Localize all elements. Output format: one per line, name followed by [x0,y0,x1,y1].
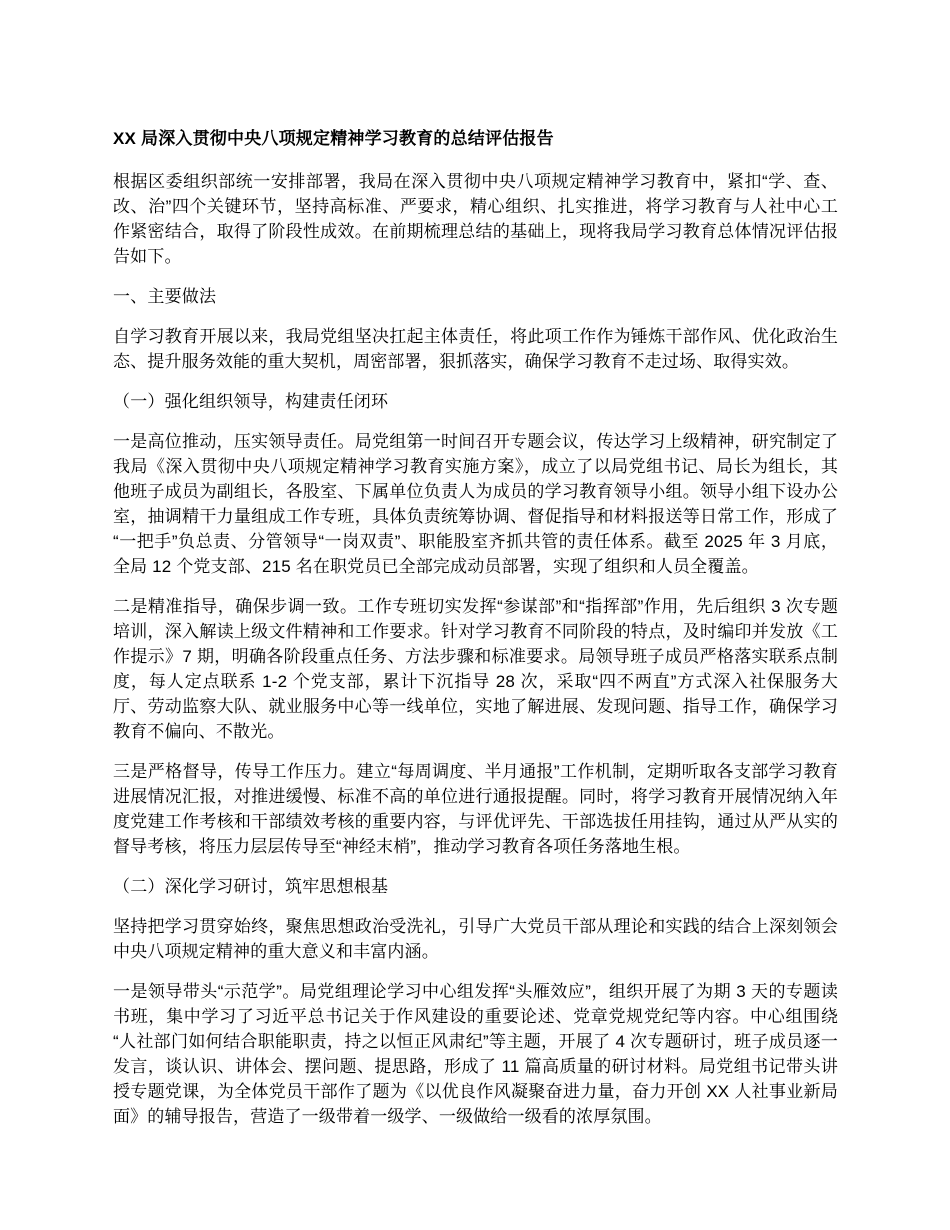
subsection-heading-organization-leadership: （一）强化组织领导，构建责任闭环 [113,392,389,411]
paragraph-point-one: 一是高位推动，压实领导责任。局党组第一时间召开专题会议，传达学习上级精神，研究制定了我局《深入贯彻中央八项规定精神学习教育实施方案》，成立了以局党组书记、局长为组长，其他班子成员为副组长，各股室、下属单位负责人为成员的学习教育领导小组。领导小组下设办公室，抽调精干力量组成工作专班，具体负责统筹协调、督促指导和材料报送等日常工作，形成了“一把手”负总责、分管领导“一岗双责”、职能股室齐抓共管的责任体系。截至 2025 年 3 月底，全局 12 个党支部、215 名在职党员已全部完成动员部署，实现了组织和人员全覆盖。 [113,432,838,576]
paragraph-leaders-demonstrate-study: 一是领导带头“示范学”。局党组理论学习中心组发挥“头雁效应”，组织开展了为期 3 天的专题读书班，集中学习了习近平总书记关于作风建设的重要论述、党章党规党纪等内容。中心组围绕“人社部门如何结合职能职责，持之以恒正风肃纪”等主题，开展了 4 次专题研讨，班子成员逐一发言，谈认识、讲体会、摆问题、提思路，形成了 11 篇高质量的研讨材料。局党组书记带头讲授专题党课，为全体党员干部作了题为《以优良作风凝聚奋进力量，奋力开创 XX 人社事业新局面》的辅导报告，营造了一级带着一级学、一级做给一级看的浓厚氛围。 [113,982,838,1126]
page-title: XX 局深入贯彻中央八项规定精神学习教育的总结评估报告 [113,129,554,148]
paragraph-subsection-two-lead: 坚持把学习贯穿始终，聚焦思想政治受洗礼，引导广大党员干部从理论和实践的结合上深刻领会中央八项规定精神的重大意义和丰富内涵。 [113,917,838,961]
subsection-heading-deepen-study: （二）深化学习研讨，筑牢思想根基 [113,877,389,896]
paragraph-section-lead: 自学习教育开展以来，我局党组坚决扛起主体责任，将此项工作作为锤炼干部作风、优化政治生态、提升服务效能的重大契机，周密部署，狠抓落实，确保学习教育不走过场、取得实效。 [113,327,838,371]
paragraph-point-three: 三是严格督导，传导工作压力。建立“每周调度、半月通报”工作机制，定期听取各支部学习教育进展情况汇报，对推进缓慢、标准不高的单位进行通报提醒。同时，将学习教育开展情况纳入年度党建工作考核和干部绩效考核的重要内容，与评优评先、干部选拔任用挂钩，通过从严从实的督导考核，将压力层层传导至“神经末梢”，推动学习教育各项任务落地生根。 [113,762,838,856]
section-heading-main-practices: 一、主要做法 [113,287,217,306]
paragraph-point-two: 二是精准指导，确保步调一致。工作专班切实发挥“参谋部”和“指挥部”作用，先后组织 3 次专题培训，深入解读上级文件精神和工作要求。针对学习教育不同阶段的特点，及时编印并发放《工作提示》7 期，明确各阶段重点任务、方法步骤和标准要求。局领导班子成员严格落实联系点制度，每人定点联系 1-2 个党支部，累计下沉指导 28 次，采取“四不两直”方式深入社保服务大厅、劳动监察大队、就业服务中心等一线单位，实地了解进展、发现问题、指导工作，确保学习教育不偏向、不散光。 [113,597,838,741]
paragraph-intro: 根据区委组织部统一安排部署，我局在深入贯彻中央八项规定精神学习教育中，紧扣“学、查、改、治”四个关键环节，坚持高标准、严要求，精心组织、扎实推进，将学习教育与人社中心工作紧密结合，取得了阶段性成效。在前期梳理总结的基础上，现将我局学习教育总体情况评估报告如下。 [113,172,838,266]
